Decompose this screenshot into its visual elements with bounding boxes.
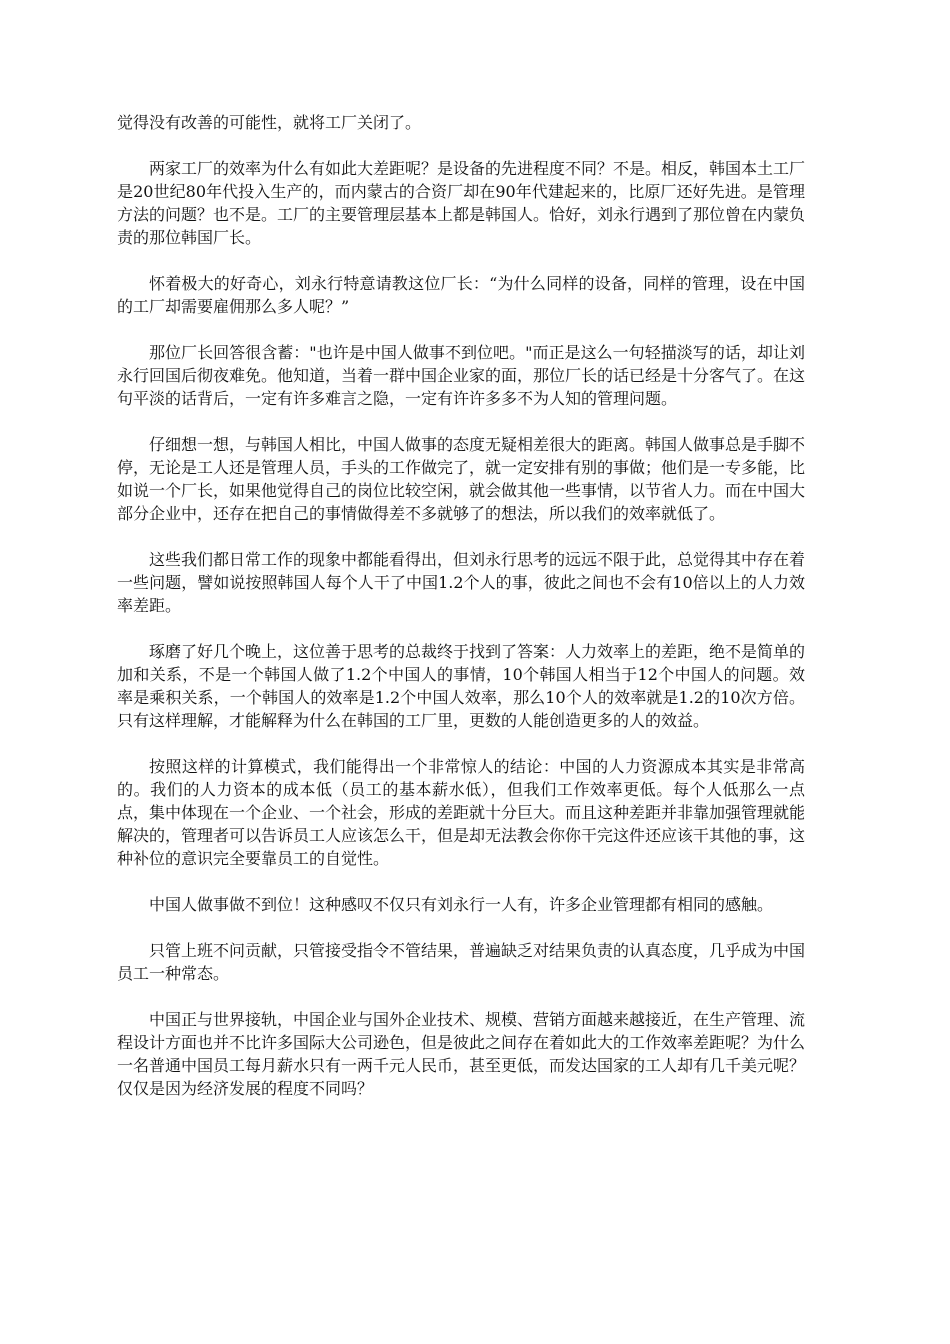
paragraph-7: 琢磨了好几个晚上，这位善于思考的总裁终于找到了答案：人力效率上的差距，绝不是简单的加和关系，不是一个韩国人做了1.2个中国人的事情，10个韩国人相当于12个中国人的问题。效率是乘积关系，一个韩国人的效率是1.2个中国人效率，那么10个人的效率就是1.2的10次方倍。只有这样理解，才能解释为什么在韩国的工厂里，更数的人能创造更多的人的效益。 [117,642,806,730]
paragraph-8: 按照这样的计算模式，我们能得出一个非常惊人的结论：中国的人力资源成本其实是非常高的。我们的人力资本的成本低（员工的基本薪水低），但我们工作效率更低。每个人低那么一点点，集中体现在一个企业、一个社会，形成的差距就十分巨大。而且这种差距并非靠加强管理就能解决的，管理者可以告诉员工人应该怎么干，但是却无法教会你你干完这件还应该干其他的事，这种补位的意识完全要靠员工的自觉性。 [117,757,806,868]
paragraph-4: 那位厂长回答很含蓄："也许是中国人做事不到位吧。"而正是这么一句轻描淡写的话，却让刘永行回国后彻夜难免。他知道，当着一群中国企业家的面，那位厂长的话已经是十分客气了。在这句平淡的话背后，一定有许多难言之隐，一定有许许多多不为人知的管理问题。 [117,343,806,408]
paragraph-3: 怀着极大的好奇心，刘永行特意请教这位厂长：“为什么同样的设备，同样的管理，设在中国的工厂却需要雇佣那么多人呢？” [117,274,805,316]
document-body [117,111,805,1123]
paragraph-11: 中国正与世界接轨，中国企业与国外企业技术、规模、营销方面越来越接近，在生产管理、流程设计方面也并不比许多国际大公司逊色，但是彼此之间存在着如此大的工作效率差距呢？为什么一名普通中国员工每月薪水只有一两千元人民币，甚至更低，而发达国家的工人却有几千美元呢？仅仅是因为经济发展的程度不同吗？ [117,1010,806,1098]
paragraph-10: 只管上班不问贡献，只管接受指令不管结果，普遍缺乏对结果负责的认真态度，几乎成为中国员工一种常态。 [117,941,806,983]
paragraph-6: 这些我们都日常工作的现象中都能看得出，但刘永行思考的远远不限于此，总觉得其中存在着一些问题，譬如说按照韩国人每个人干了中国1.2个人的事，彼此之间也不会有10倍以上的人力效率差距。 [117,550,806,615]
paragraph-9: 中国人做事做不到位！这种感叹不仅只有刘永行一人有，许多企业管理都有相同的感触。 [149,895,774,914]
paragraph-1: 觉得没有改善的可能性，就将工厂关闭了。 [117,113,422,132]
paragraph-2: 两家工厂的效率为什么有如此大差距呢？是设备的先进程度不同？不是。相反，韩国本土工厂是20世纪80年代投入生产的，而内蒙古的合资厂却在90年代建起来的，比原厂还好先进。是管理方法的问题？也不是。工厂的主要管理层基本上都是韩国人。恰好，刘永行遇到了那位曾在内蒙负责的那位韩国厂长。 [117,159,806,247]
paragraph-5: 仔细想一想，与韩国人相比，中国人做事的态度无疑相差很大的距离。韩国人做事总是手脚不停，无论是工人还是管理人员，手头的工作做完了，就一定安排有别的事做；他们是一专多能，比如说一个厂长，如果他觉得自己的岗位比较空闲，就会做其他一些事情，以节省人力。而在中国大部分企业中，还存在把自己的事情做得差不多就够了的想法，所以我们的效率就低了。 [117,435,806,523]
